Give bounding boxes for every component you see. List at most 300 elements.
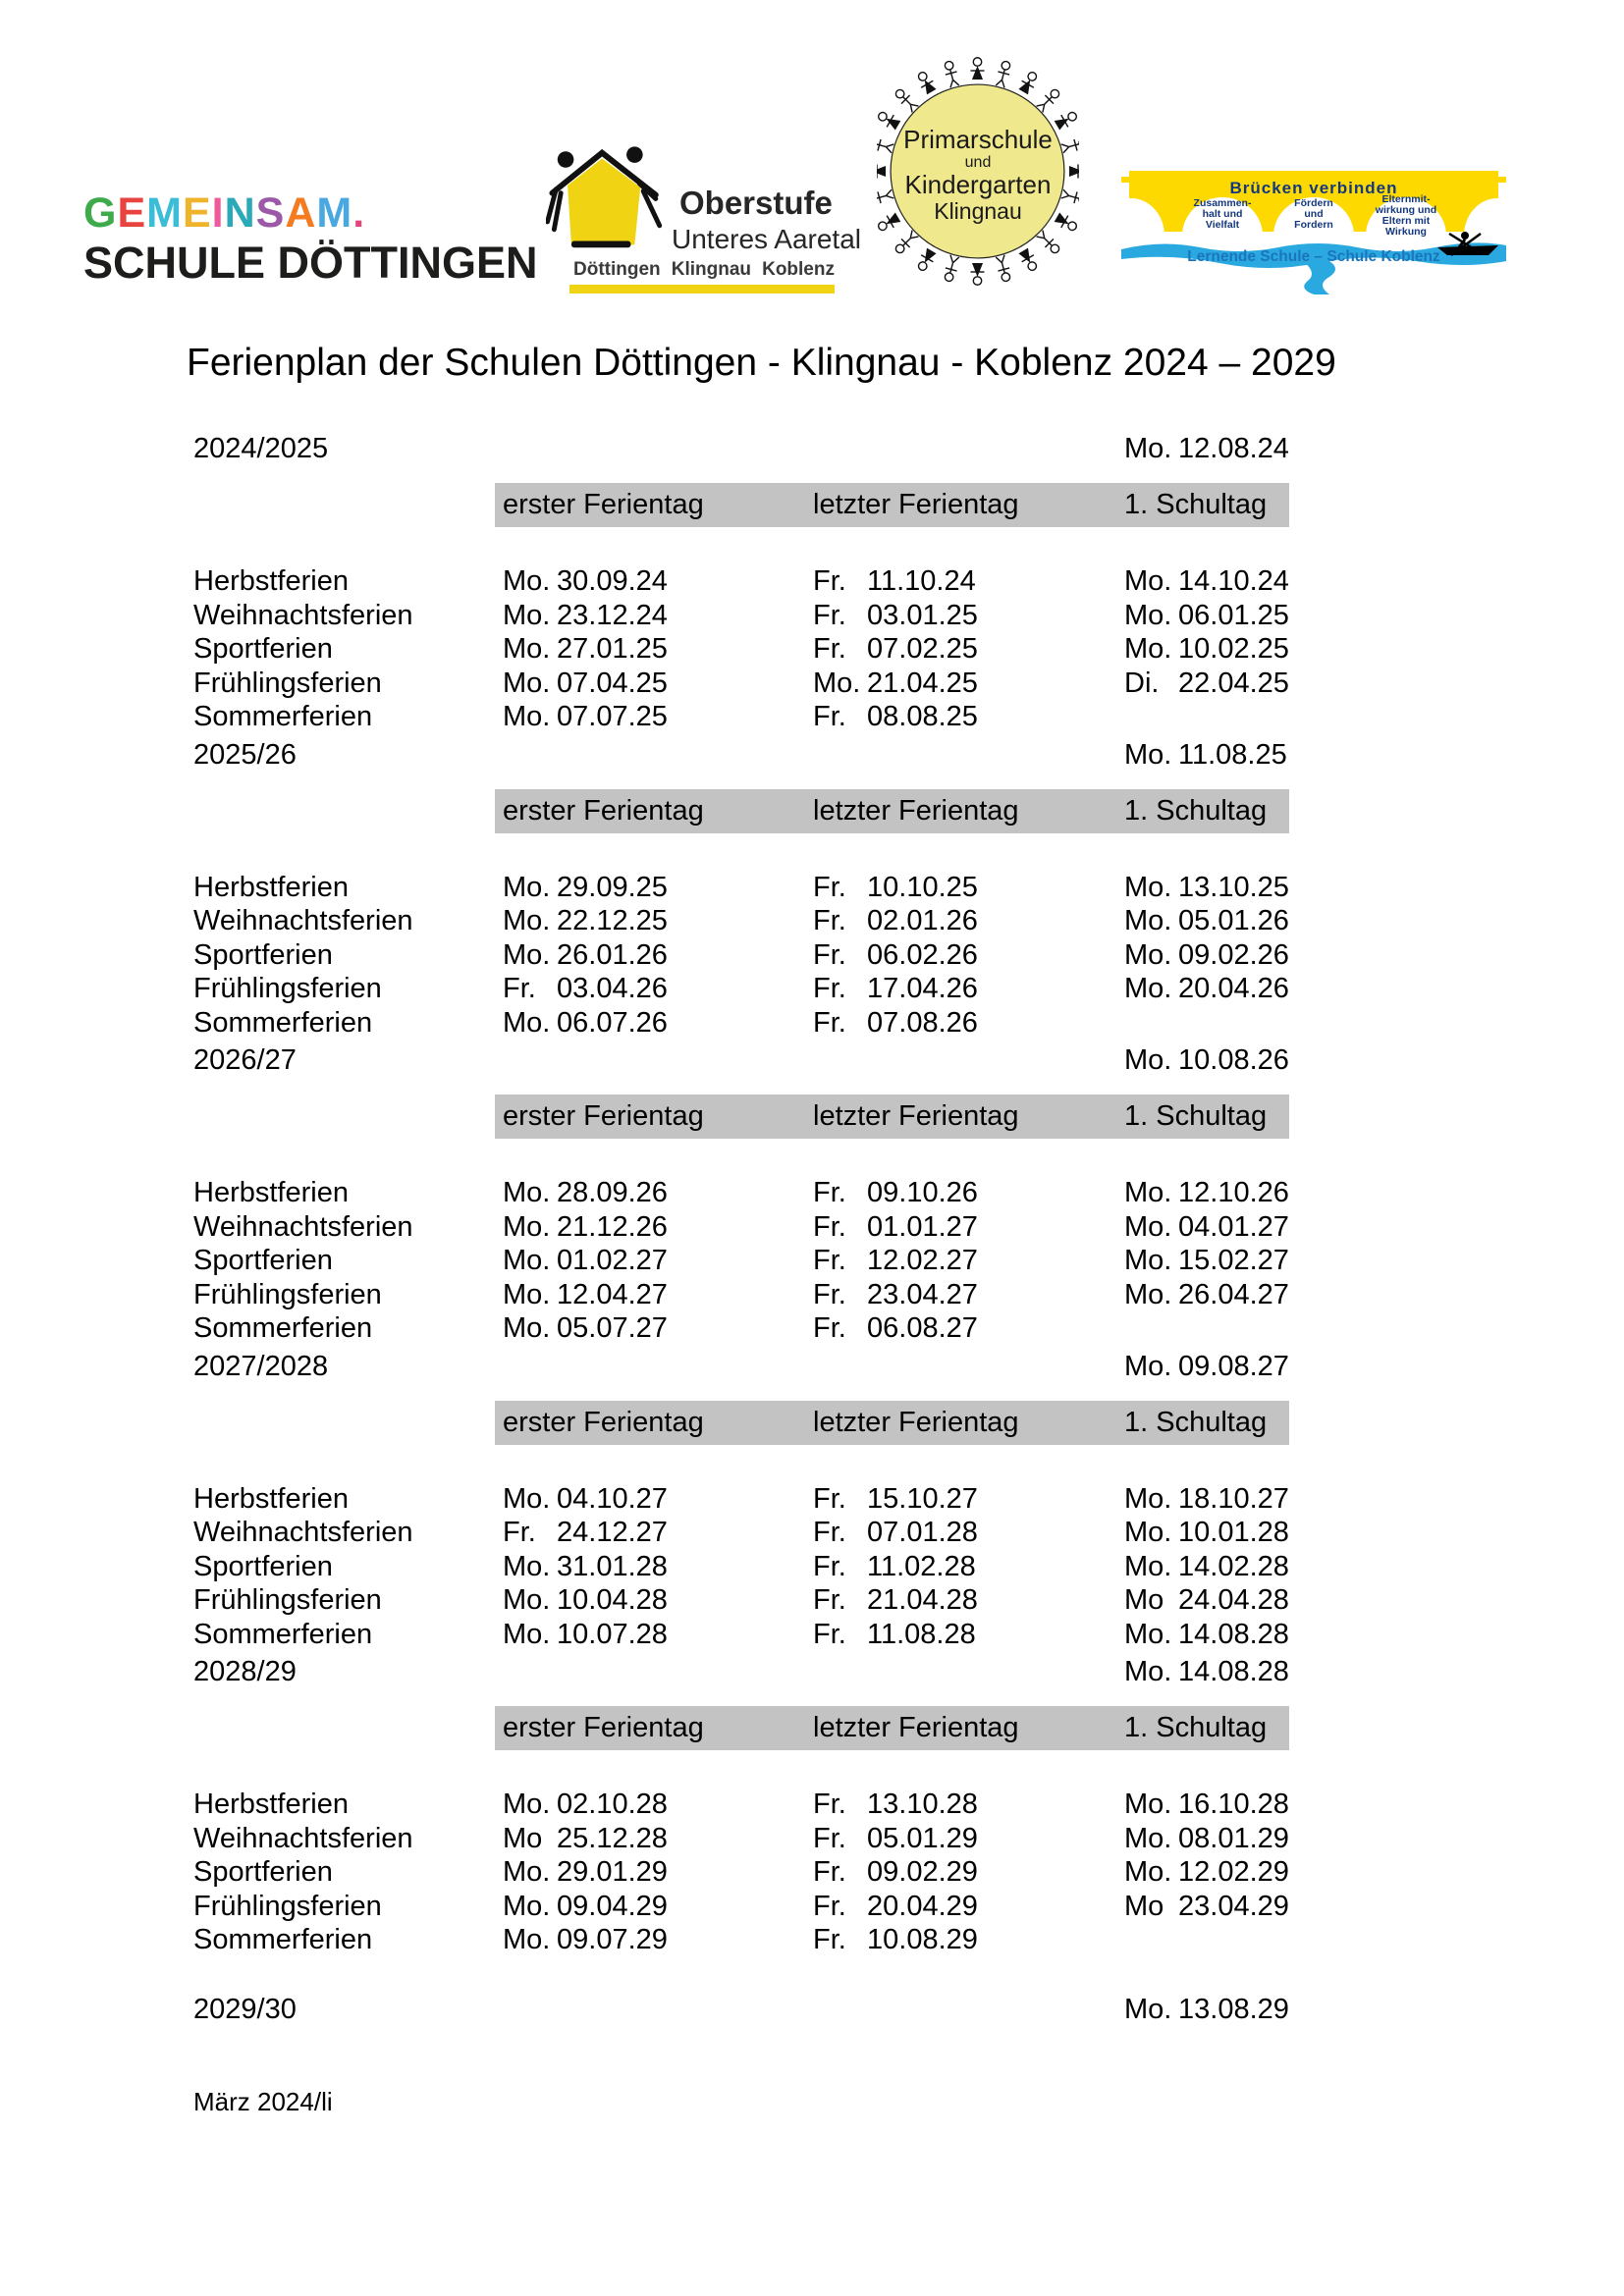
gemeinsam-letter: M xyxy=(146,189,183,237)
date-value: 12.02.27 xyxy=(867,1245,978,1276)
first-school-day xyxy=(1124,1311,1283,1346)
holiday-rows xyxy=(193,564,1289,734)
date-value: 11.08.28 xyxy=(867,1618,976,1650)
holiday-name: Sommerferien xyxy=(193,1618,373,1650)
weekday-abbrev: Mo. xyxy=(503,1789,551,1820)
holiday-name: Frühlingsferien xyxy=(193,973,382,1004)
holiday-row xyxy=(193,1822,1289,1856)
first-school-day xyxy=(1124,1550,1289,1584)
weekday-abbrev: Mo. xyxy=(1124,565,1172,597)
first-holiday-day xyxy=(503,700,813,734)
first-school-day xyxy=(1124,1618,1289,1652)
date-value: 06.01.25 xyxy=(1178,599,1289,631)
last-holiday-day xyxy=(813,1311,1124,1346)
weekday-abbrev: Fr. xyxy=(503,1517,536,1548)
date-value: 27.01.25 xyxy=(557,633,668,665)
date-value: 15.02.27 xyxy=(1178,1245,1289,1276)
weekday-abbrev: Mo. xyxy=(1124,938,1172,971)
weekday-abbrev: Mo. xyxy=(503,1856,551,1888)
weekday-abbrev: Mo. xyxy=(1124,738,1172,771)
date-value: 26.01.26 xyxy=(557,938,668,971)
weekday-abbrev: Mo. xyxy=(503,1312,551,1344)
year-sections xyxy=(193,432,1289,2026)
primarschule-klingnau-logo xyxy=(877,55,1079,289)
holiday-row xyxy=(193,1516,1289,1550)
column-header-bar xyxy=(193,789,1283,833)
first-holiday-day xyxy=(503,1176,813,1210)
date-value: 10.07.28 xyxy=(557,1618,668,1650)
oberstufe-town-label: Döttingen xyxy=(573,259,661,280)
date-value: 11.10.24 xyxy=(867,565,976,597)
bridge-water-icon xyxy=(1121,157,1506,300)
last-holiday-day xyxy=(813,938,1124,973)
weekday-abbrev: Fr. xyxy=(813,701,846,732)
first-school-day-date xyxy=(1124,1043,1289,1077)
year-header-row xyxy=(193,432,1289,465)
date-value: 06.02.26 xyxy=(867,938,978,971)
date-value: 05.01.29 xyxy=(867,1822,978,1854)
holiday-name: Sportferien xyxy=(193,938,333,971)
holiday-rows xyxy=(193,1788,1289,1957)
weekday-abbrev: Fr. xyxy=(813,1550,846,1582)
primarschule-text-line: Kindergarten xyxy=(904,170,1052,200)
weekday-abbrev: Fr. xyxy=(813,1584,846,1616)
holiday-name: Weihnachtsferien xyxy=(193,1822,413,1854)
weekday-abbrev: Mo. xyxy=(1124,1618,1172,1650)
last-holiday-day xyxy=(813,1855,1124,1890)
weekday-abbrev: Mo. xyxy=(1124,1789,1172,1820)
date-value: 11.02.28 xyxy=(867,1550,976,1582)
weekday-abbrev: Fr. xyxy=(813,938,846,971)
document-title: Ferienplan der Schulen Döttingen - Klingnau - Koblenz 2024 – 2029 xyxy=(187,342,1336,384)
date-value: 07.08.26 xyxy=(867,1006,978,1039)
year-section xyxy=(193,738,1289,1041)
weekday-abbrev: Fr. xyxy=(813,1890,846,1922)
first-holiday-day xyxy=(503,1311,813,1346)
weekday-abbrev: Fr. xyxy=(813,633,846,665)
weekday-abbrev: Fr. xyxy=(813,1789,846,1820)
date-value: 12.10.26 xyxy=(1178,1177,1289,1208)
last-holiday-day xyxy=(813,972,1124,1006)
date-value: 16.10.28 xyxy=(1178,1789,1289,1820)
date-value: 20.04.26 xyxy=(1178,973,1289,1004)
weekday-abbrev: Mo. xyxy=(1124,871,1172,903)
date-value: 08.01.29 xyxy=(1178,1822,1289,1854)
date-value: 02.10.28 xyxy=(557,1789,668,1820)
date-value: 14.08.28 xyxy=(1178,1656,1289,1687)
holiday-row xyxy=(193,1890,1289,1924)
date-value: 28.09.26 xyxy=(557,1177,668,1208)
date-value: 22.04.25 xyxy=(1178,667,1289,699)
weekday-abbrev: Fr. xyxy=(503,973,536,1004)
date-value: 02.01.26 xyxy=(867,905,978,936)
date-value: 21.04.28 xyxy=(867,1584,978,1616)
column-header-letzter-ferientag: letzter Ferientag xyxy=(813,1706,1124,1750)
weekday-abbrev: Fr. xyxy=(813,905,846,936)
gemeinsam-letter: E xyxy=(182,189,212,237)
first-school-day-date xyxy=(1124,1350,1289,1383)
year-section xyxy=(193,1993,1289,2026)
weekday-abbrev: Mo. xyxy=(503,1618,551,1650)
last-holiday-day xyxy=(813,1890,1124,1924)
first-school-day xyxy=(1124,667,1289,701)
weekday-abbrev: Fr. xyxy=(813,1312,846,1344)
first-holiday-day xyxy=(503,1822,813,1856)
weekday-abbrev: Mo. xyxy=(503,633,551,665)
holiday-rows xyxy=(193,1482,1289,1652)
house-figures-icon xyxy=(546,139,672,259)
holiday-name: Herbstferien xyxy=(193,1482,349,1515)
first-holiday-day xyxy=(503,938,813,973)
weekday-abbrev: Mo. xyxy=(503,1177,551,1208)
date-value: 10.04.28 xyxy=(557,1584,668,1616)
holiday-row xyxy=(193,1006,1283,1041)
primarschule-text-line: Klingnau xyxy=(934,197,1022,224)
first-school-day xyxy=(1124,1482,1289,1517)
first-school-day xyxy=(1124,1583,1289,1618)
column-header-letzter-ferientag: letzter Ferientag xyxy=(813,483,1124,527)
weekday-abbrev: Mo. xyxy=(503,871,551,903)
document-footer: März 2024/li xyxy=(193,2086,333,2116)
holiday-row xyxy=(193,1244,1289,1278)
holiday-name: Sportferien xyxy=(193,1245,333,1276)
date-value: 10.08.29 xyxy=(867,1924,978,1955)
weekday-abbrev: Mo. xyxy=(1124,1993,1172,2025)
holiday-name: Frühlingsferien xyxy=(193,1584,382,1616)
last-holiday-day xyxy=(813,700,1124,734)
column-header-erster-ferientag: erster Ferientag xyxy=(495,1095,813,1139)
date-value: 14.08.28 xyxy=(1178,1618,1289,1650)
date-value: 09.02.29 xyxy=(867,1856,978,1888)
first-school-day xyxy=(1124,1244,1289,1278)
weekday-abbrev: Mo. xyxy=(1124,599,1172,631)
date-value: 07.01.28 xyxy=(867,1517,978,1548)
column-header-erster-schultag: 1. Schultag xyxy=(1124,1401,1289,1445)
weekday-abbrev: Mo. xyxy=(503,1584,551,1616)
first-school-day xyxy=(1124,1210,1289,1245)
gemeinsam-letter: M xyxy=(316,189,353,237)
first-holiday-day xyxy=(503,599,813,633)
date-value: 12.08.24 xyxy=(1178,433,1289,464)
date-value: 30.09.24 xyxy=(557,565,668,597)
weekday-abbrev: Fr. xyxy=(813,1822,846,1854)
date-value: 03.04.26 xyxy=(557,973,668,1004)
last-holiday-day xyxy=(813,871,1124,905)
weekday-abbrev: Mo. xyxy=(1124,1278,1172,1310)
bridge-water-text: Lernende Schule – Schule Koblenz xyxy=(1187,248,1440,265)
first-school-day-date xyxy=(1124,1655,1289,1688)
holiday-name: Herbstferien xyxy=(193,871,349,903)
date-value: 05.07.27 xyxy=(557,1312,668,1344)
school-year-label: 2029/30 xyxy=(193,1993,297,2025)
weekday-abbrev: Mo xyxy=(1124,1890,1164,1922)
holiday-row xyxy=(193,1482,1289,1517)
date-value: 07.04.25 xyxy=(557,667,668,699)
last-holiday-day xyxy=(813,1482,1124,1517)
first-school-day-date xyxy=(1124,1993,1289,2026)
weekday-abbrev: Mo. xyxy=(503,1482,551,1515)
last-holiday-day xyxy=(813,1822,1124,1856)
gemeinsam-letter: A xyxy=(285,189,317,237)
weekday-abbrev: Fr. xyxy=(813,565,846,597)
primarschule-text-line: Primarschule xyxy=(903,125,1053,154)
weekday-abbrev: Fr. xyxy=(813,871,846,903)
last-holiday-day xyxy=(813,1278,1124,1312)
gemeinsam-schule-doettingen-logo xyxy=(83,189,538,288)
year-header-row xyxy=(193,738,1287,772)
bridge-arch3-text: Elternmit-wirkung und Eltern mit Wirkung xyxy=(1375,193,1437,238)
last-holiday-day xyxy=(813,1516,1124,1550)
first-holiday-day xyxy=(503,1516,813,1550)
holiday-name: Sommerferien xyxy=(193,1924,373,1955)
gemeinsam-letter: G xyxy=(83,189,118,237)
column-header-bar xyxy=(193,1401,1283,1445)
date-value: 09.10.26 xyxy=(867,1177,978,1208)
holiday-name: Weihnachtsferien xyxy=(193,1517,413,1548)
last-holiday-day xyxy=(813,1244,1124,1278)
year-header-row xyxy=(193,1043,1289,1077)
holiday-row xyxy=(193,667,1289,701)
date-value: 06.08.27 xyxy=(867,1312,978,1344)
holiday-name: Sportferien xyxy=(193,1856,333,1888)
holiday-name: Sportferien xyxy=(193,633,333,665)
weekday-abbrev: Mo. xyxy=(503,1245,551,1276)
first-school-day xyxy=(1124,1278,1289,1312)
first-school-day xyxy=(1124,1822,1289,1856)
holiday-name: Frühlingsferien xyxy=(193,1278,382,1310)
last-holiday-day xyxy=(813,1923,1124,1957)
holiday-row xyxy=(193,871,1289,905)
date-value: 10.01.28 xyxy=(1178,1517,1289,1548)
holiday-name: Frühlingsferien xyxy=(193,667,382,699)
column-header-letzter-ferientag: letzter Ferientag xyxy=(813,1095,1124,1139)
year-section xyxy=(193,432,1289,734)
weekday-abbrev: Mo. xyxy=(1124,1482,1172,1515)
last-holiday-day xyxy=(813,564,1124,599)
column-header-erster-ferientag: erster Ferientag xyxy=(495,1401,813,1445)
column-header-erster-ferientag: erster Ferientag xyxy=(495,789,813,833)
year-section xyxy=(193,1350,1289,1652)
holiday-name: Frühlingsferien xyxy=(193,1890,382,1922)
year-section xyxy=(193,1043,1289,1346)
holiday-name: Sommerferien xyxy=(193,1312,373,1344)
school-year-label: 2026/27 xyxy=(193,1044,297,1076)
last-holiday-day xyxy=(813,632,1124,667)
first-holiday-day xyxy=(503,1890,813,1924)
column-header-bar xyxy=(193,1706,1283,1750)
gemeinsam-letter: N xyxy=(224,189,256,237)
year-header-row xyxy=(193,1350,1289,1383)
weekday-abbrev: Mo. xyxy=(1124,973,1172,1004)
first-holiday-day xyxy=(503,904,813,938)
oberstufe-subtitle: Unteres Aaretal xyxy=(672,224,861,254)
holiday-row xyxy=(193,1550,1289,1584)
holiday-row xyxy=(193,1618,1289,1652)
first-school-day-date xyxy=(1124,738,1287,772)
holiday-name: Sommerferien xyxy=(193,1006,373,1039)
first-holiday-day xyxy=(503,667,813,701)
primarschule-circle-text xyxy=(896,126,1059,224)
holiday-row xyxy=(193,938,1289,973)
school-year-label: 2027/2028 xyxy=(193,1350,329,1382)
first-holiday-day xyxy=(503,564,813,599)
weekday-abbrev: Mo. xyxy=(1124,1245,1172,1276)
weekday-abbrev: Mo. xyxy=(503,938,551,971)
last-holiday-day xyxy=(813,1006,1124,1041)
date-value: 29.01.29 xyxy=(557,1856,668,1888)
first-school-day xyxy=(1124,904,1289,938)
holiday-row xyxy=(193,972,1289,1006)
first-school-day xyxy=(1124,700,1283,734)
holiday-name: Sommerferien xyxy=(193,701,373,732)
weekday-abbrev: Mo. xyxy=(503,1890,551,1922)
oberstufe-towns xyxy=(573,259,835,281)
weekday-abbrev: Mo. xyxy=(503,1278,551,1310)
date-value: 12.04.27 xyxy=(557,1278,668,1310)
first-school-day xyxy=(1124,1855,1289,1890)
date-value: 11.08.25 xyxy=(1178,738,1287,771)
school-year-label: 2024/2025 xyxy=(193,433,329,464)
date-value: 01.01.27 xyxy=(867,1210,978,1243)
weekday-abbrev: Mo. xyxy=(1124,1177,1172,1208)
first-holiday-day xyxy=(503,632,813,667)
weekday-abbrev: Mo. xyxy=(1124,1210,1172,1243)
date-value: 14.02.28 xyxy=(1178,1550,1289,1582)
weekday-abbrev: Mo. xyxy=(1124,1044,1172,1076)
date-value: 10.10.25 xyxy=(867,871,978,903)
year-section xyxy=(193,1655,1289,1957)
date-value: 26.04.27 xyxy=(1178,1278,1289,1310)
first-holiday-day xyxy=(503,1244,813,1278)
oberstufe-town-label: Koblenz xyxy=(762,259,835,280)
column-header-bar xyxy=(193,1095,1283,1139)
last-holiday-day xyxy=(813,1583,1124,1618)
column-header-erster-schultag: 1. Schultag xyxy=(1124,1095,1289,1139)
date-value: 17.04.26 xyxy=(867,973,978,1004)
first-school-day xyxy=(1124,564,1289,599)
holiday-row xyxy=(193,700,1283,734)
weekday-abbrev: Mo. xyxy=(503,1924,551,1955)
gemeinsam-letter: I xyxy=(211,189,225,237)
weekday-abbrev: Mo. xyxy=(503,599,551,631)
bridge-arch2-text: Fördern und Fordern xyxy=(1294,197,1333,231)
weekday-abbrev: Fr. xyxy=(813,1006,846,1039)
primarschule-text-line: und xyxy=(964,153,992,171)
weekday-abbrev: Mo. xyxy=(503,1550,551,1582)
school-year-label: 2025/26 xyxy=(193,738,297,771)
weekday-abbrev: Mo. xyxy=(503,1210,551,1243)
date-value: 01.02.27 xyxy=(557,1245,668,1276)
column-header-letzter-ferientag: letzter Ferientag xyxy=(813,789,1124,833)
holiday-name: Sportferien xyxy=(193,1550,333,1582)
year-header-row xyxy=(193,1655,1289,1688)
school-year-label: 2028/29 xyxy=(193,1656,297,1687)
column-header-erster-schultag: 1. Schultag xyxy=(1124,789,1289,833)
weekday-abbrev: Fr. xyxy=(813,599,846,631)
date-value: 25.12.28 xyxy=(557,1822,668,1854)
date-value: 04.10.27 xyxy=(557,1482,668,1515)
date-value: 04.01.27 xyxy=(1178,1210,1289,1243)
first-holiday-day xyxy=(503,1788,813,1822)
first-school-day xyxy=(1124,972,1289,1006)
date-value: 29.09.25 xyxy=(557,871,668,903)
weekday-abbrev: Fr. xyxy=(813,1618,846,1650)
schule-doettingen-wordmark: SCHULE DÖTTINGEN xyxy=(83,238,538,288)
first-school-day xyxy=(1124,1890,1289,1924)
holiday-row xyxy=(193,1210,1289,1245)
date-value: 08.08.25 xyxy=(867,701,978,732)
first-holiday-day xyxy=(503,871,813,905)
last-holiday-day xyxy=(813,1550,1124,1584)
last-holiday-day xyxy=(813,599,1124,633)
gemeinsam-letter: E xyxy=(117,189,147,237)
weekday-abbrev: Di. xyxy=(1124,667,1160,699)
holiday-row xyxy=(193,904,1289,938)
first-school-day xyxy=(1124,1516,1289,1550)
date-value: 18.10.27 xyxy=(1178,1482,1289,1515)
first-school-day xyxy=(1124,1176,1289,1210)
date-value: 03.01.25 xyxy=(867,599,978,631)
holiday-row xyxy=(193,564,1289,599)
last-holiday-day xyxy=(813,1618,1124,1652)
weekday-abbrev: Fr. xyxy=(813,973,846,1004)
date-value: 21.04.25 xyxy=(867,667,978,699)
weekday-abbrev: Mo xyxy=(503,1822,543,1854)
first-holiday-day xyxy=(503,1855,813,1890)
last-holiday-day xyxy=(813,667,1124,701)
first-holiday-day xyxy=(503,1923,813,1957)
weekday-abbrev: Mo. xyxy=(503,905,551,936)
bridge-slogan: Brücken verbinden xyxy=(1229,179,1398,197)
first-holiday-day xyxy=(503,1618,813,1652)
year-header-row xyxy=(193,1993,1289,2026)
first-holiday-day xyxy=(503,1583,813,1618)
date-value: 13.10.28 xyxy=(867,1789,978,1820)
oberstufe-town-label: Klingnau xyxy=(671,259,752,280)
column-header-bar xyxy=(193,483,1283,527)
holiday-row xyxy=(193,599,1289,633)
date-value: 10.08.26 xyxy=(1178,1044,1289,1076)
weekday-abbrev: Mo. xyxy=(1124,1856,1172,1888)
date-value: 23.04.29 xyxy=(1178,1890,1289,1922)
last-holiday-day xyxy=(813,904,1124,938)
holiday-name: Weihnachtsferien xyxy=(193,905,413,936)
date-value: 09.08.27 xyxy=(1178,1350,1289,1382)
holiday-row xyxy=(193,1855,1289,1890)
holiday-row xyxy=(193,1311,1283,1346)
oberstufe-unteres-aaretal-logo xyxy=(546,139,861,296)
date-value: 20.04.29 xyxy=(867,1890,978,1922)
first-holiday-day xyxy=(503,972,813,1006)
first-holiday-day xyxy=(503,1482,813,1517)
weekday-abbrev: Fr. xyxy=(813,1517,846,1548)
holiday-name: Weihnachtsferien xyxy=(193,599,413,631)
weekday-abbrev: Mo. xyxy=(503,701,551,732)
column-header-erster-ferientag: erster Ferientag xyxy=(495,1706,813,1750)
weekday-abbrev: Mo. xyxy=(1124,1822,1172,1854)
yellow-underline-bar xyxy=(569,285,835,294)
first-holiday-day xyxy=(503,1550,813,1584)
date-value: 24.12.27 xyxy=(557,1517,668,1548)
column-header-letzter-ferientag: letzter Ferientag xyxy=(813,1401,1124,1445)
weekday-abbrev: Fr. xyxy=(813,1177,846,1208)
date-value: 14.10.24 xyxy=(1178,565,1289,597)
date-value: 13.08.29 xyxy=(1178,1993,1289,2025)
weekday-abbrev: Fr. xyxy=(813,1278,846,1310)
gemeinsam-letter: . xyxy=(352,189,366,237)
weekday-abbrev: Fr. xyxy=(813,1245,846,1276)
date-value: 12.02.29 xyxy=(1178,1856,1289,1888)
